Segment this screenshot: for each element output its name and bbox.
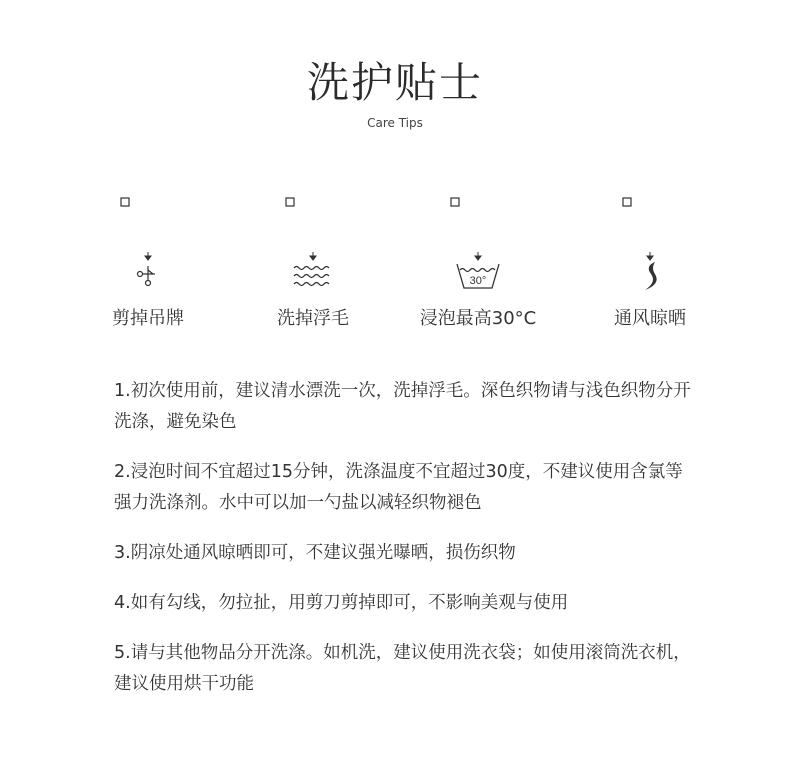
towel-icon [286, 198, 316, 260]
icon-label: 浸泡最高30°C [419, 308, 537, 329]
tip-item: 4.如有勾线，勿拉扯，用剪刀剪掉即可，不影响美观与使用 [114, 593, 569, 613]
tip-item: 2.浸泡时间不宜超过15分钟，洗涤温度不宜超过30度，不建议使用含氯等强力洗涤剂。水中可以加一勺盐以减轻织物褪色 [114, 462, 683, 513]
icon-label: 剪掉吊牌 [112, 308, 184, 329]
hang-dry-icon [615, 190, 685, 290]
scissors-icon [113, 190, 183, 290]
page-subtitle: Care Tips [367, 116, 423, 130]
towel-icon [623, 198, 653, 260]
care-tips-list [114, 376, 694, 719]
tip-item: 3.阴凉处通风晾晒即可，不建议强光曝晒，损伤织物 [114, 543, 516, 563]
towel-icon [451, 198, 481, 260]
tip-item: 1.初次使用前，建议清水漂洗一次，洗掉浮毛。深色织物请与浅色织物分开洗涤，避免染色 [114, 381, 691, 432]
icon-air-dry [570, 190, 730, 330]
wash-30-icon [443, 190, 513, 290]
wash-temp: 30° [469, 275, 487, 287]
icon-cut-tag [68, 190, 228, 330]
icon-label: 通风晾晒 [614, 308, 686, 329]
towel-icon [121, 198, 151, 260]
icon-label: 洗掉浮毛 [277, 308, 349, 329]
waves-icon [278, 190, 348, 290]
page-title: 洗护贴士 [306, 58, 483, 107]
tip-item: 5.请与其他物品分开洗涤。如机洗，建议使用洗衣袋；如使用滚筒洗衣机，建议使用烘干功能 [114, 643, 691, 694]
icon-soak-30 [398, 190, 558, 330]
icon-wash-lint [233, 190, 393, 330]
